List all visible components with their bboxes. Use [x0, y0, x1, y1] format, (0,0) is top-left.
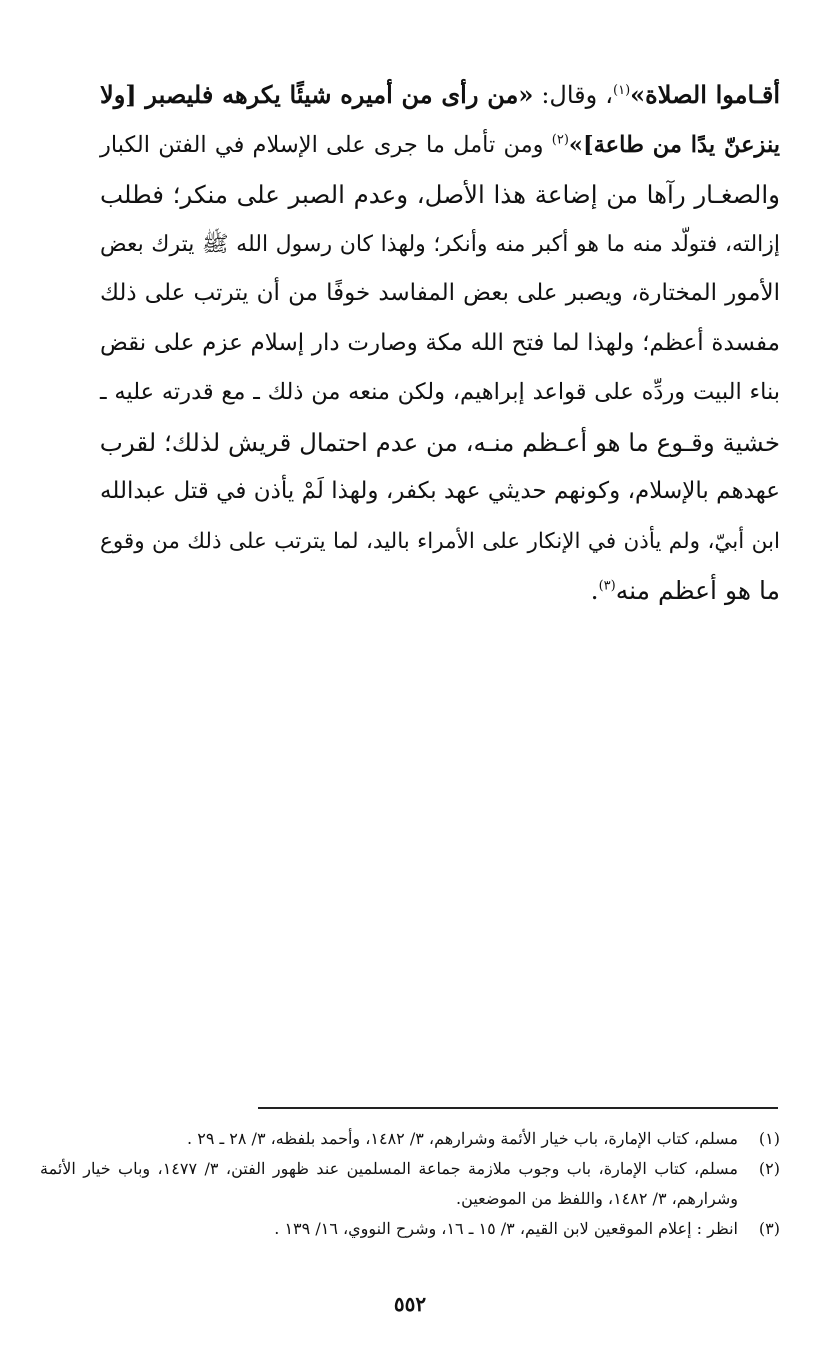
text-segment: إزالته، فتولّد منه ما هو أكبر منه وأنكر؛ ولهذا كان رسول الله ﷺ يترك بعض — [100, 231, 780, 257]
text-segment: الأمور المختارة، ويصبر على بعض المفاسد خوفًا من أن يترتب على ذلك — [100, 280, 780, 306]
text-segment: ومن تأمل ما جرى على الإسلام في الفتن الكبار — [100, 131, 552, 158]
footnote-ref: (٣) — [598, 578, 616, 594]
text-line — [100, 170, 780, 220]
text-segment: أقـاموا الصلاة» — [630, 80, 781, 109]
text-segment: ابن أبيّ، ولم يأذن في الإنكار على الأمراء باليد، لما يترتب على ذلك من وقوع — [100, 528, 780, 554]
text-line — [100, 467, 780, 517]
main-text-body — [100, 70, 780, 616]
footnote-item — [40, 1214, 780, 1244]
footnote-item — [40, 1124, 780, 1154]
text-segment: والصغـار رآها من إضاعة هذا الأصل، وعدم الصبر على منكر؛ فطلب — [100, 180, 780, 209]
footnote-ref: (١) — [613, 83, 631, 98]
footnote-number: (٢) — [758, 1159, 780, 1178]
text-line — [100, 517, 780, 567]
text-line — [100, 566, 780, 616]
text-line — [100, 220, 780, 270]
footnote-item — [40, 1154, 780, 1214]
footnote-text: مسلم، كتاب الإمارة، باب خيار الأئمة وشرارهم، ٣/ ١٤٨٢، وأحمد بلفظه، ٣/ ٢٨ ـ ٢٩ . — [187, 1129, 738, 1148]
text-segment: ينزعنّ يدًا من طاعة]» — [568, 131, 781, 158]
footnote-number: (١) — [758, 1129, 780, 1148]
footnotes — [40, 1124, 780, 1244]
text-segment: خشية وقـوع ما هو أعـظم منـه، من عدم احتمال قريش لذلك؛ لقرب — [99, 427, 780, 457]
text-segment: ما هو أعظم منه — [615, 576, 780, 605]
text-segment: بناء البيت وردِّه على قواعد إبراهيم، ولكن منعه من ذلك ـ مع قدرته عليه ـ — [100, 379, 780, 405]
text-segment: ، وقال: — [533, 81, 614, 109]
text-segment: عهدهم بالإسلام، وكونهم حديثي عهد بكفر، ولهذا لَمْ يأذن في قتل عبدالله — [100, 478, 780, 504]
text-line — [100, 121, 780, 171]
text-segment: «من رأى من أميره شيئًا يكرهه فليصبر [ولا — [100, 80, 534, 109]
text-segment: مفسدة أعظم؛ ولهذا لما فتح الله مكة وصارت دار إسلام عزم على نقض — [100, 329, 780, 356]
text-line — [100, 368, 780, 418]
text-segment: . — [590, 576, 599, 605]
footnote-text: انظر : إعلام الموقعين لابن القيم، ٣/ ١٥ ـ ١٦، وشرح النووي، ١٦/ ١٣٩ . — [274, 1219, 738, 1238]
text-line — [100, 70, 780, 121]
text-line — [100, 418, 780, 468]
page-number: ٥٥٢ — [393, 1292, 427, 1316]
footnote-number: (٣) — [758, 1219, 780, 1238]
footnote-text: مسلم، كتاب الإمارة، باب وجوب ملازمة جماعة المسلمين عند ظهور الفتن، ٣/ ١٤٧٧، وباب خيار الأئمة وشرارهم، ٣/ ١٤٨٢، واللفظ من الموضعين. — [40, 1159, 738, 1208]
text-line — [100, 269, 780, 319]
footnote-separator — [258, 1107, 778, 1109]
text-line — [100, 319, 780, 369]
footnote-ref: (٢) — [551, 132, 569, 147]
